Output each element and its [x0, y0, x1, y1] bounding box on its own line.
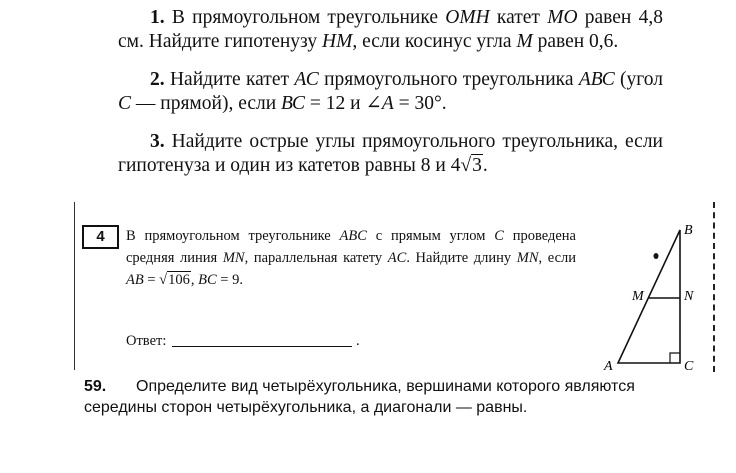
problem-59	[84, 376, 664, 418]
triangle-abc	[618, 230, 680, 363]
ink-dot	[654, 253, 659, 259]
problem-3: 3. Найдите острые углы прямоугольного треугольника, если гипотенуза и один из катетов равны 8 и 4√3.	[118, 131, 663, 176]
right-angle-mark	[670, 353, 680, 363]
answer-label: Ответ:	[126, 333, 167, 349]
problem-number: 59.	[84, 378, 107, 395]
cut-line	[713, 202, 715, 372]
answer-field[interactable]	[172, 346, 352, 347]
sqrt-symbol: √3	[460, 155, 482, 176]
problem-list	[118, 6, 663, 192]
task-number-box: 4	[82, 225, 119, 249]
label-n: N	[684, 289, 694, 304]
problem-59-text: Определите вид четырёхугольника, вершинами которого являются середины сторон четырёхугольника, а диагонали — равны.	[84, 378, 635, 416]
problem-number: 1.	[150, 7, 165, 28]
answer-row: Ответ: .	[126, 333, 360, 349]
triangle-figure	[590, 218, 710, 378]
problem-number: 2.	[150, 69, 165, 90]
scan-left-border	[74, 202, 75, 370]
label-a: A	[604, 359, 613, 374]
problem-number: 3.	[150, 131, 165, 152]
task-4-text: В прямоугольном треугольнике ABC с прямым углом C проведена средняя линия MN, параллельная катету AC. Найдите длину MN, если AB = √106, BC = 9.	[126, 228, 577, 288]
label-b: B	[684, 223, 693, 238]
problem-2: 2. Найдите катет АС прямоугольного треугольника АВС (угол С — прямой), если ВС = 12 и ∠А = 30°.	[118, 69, 664, 114]
label-m: M	[632, 289, 644, 304]
sqrt-symbol: √106	[159, 272, 190, 288]
label-c: C	[684, 359, 694, 374]
problem-1: 1. В прямоугольном треугольнике ОМН катет МО равен 4,8 см. Найдите гипотенузу НМ, если косинус угла М равен 0,6.	[118, 7, 663, 52]
